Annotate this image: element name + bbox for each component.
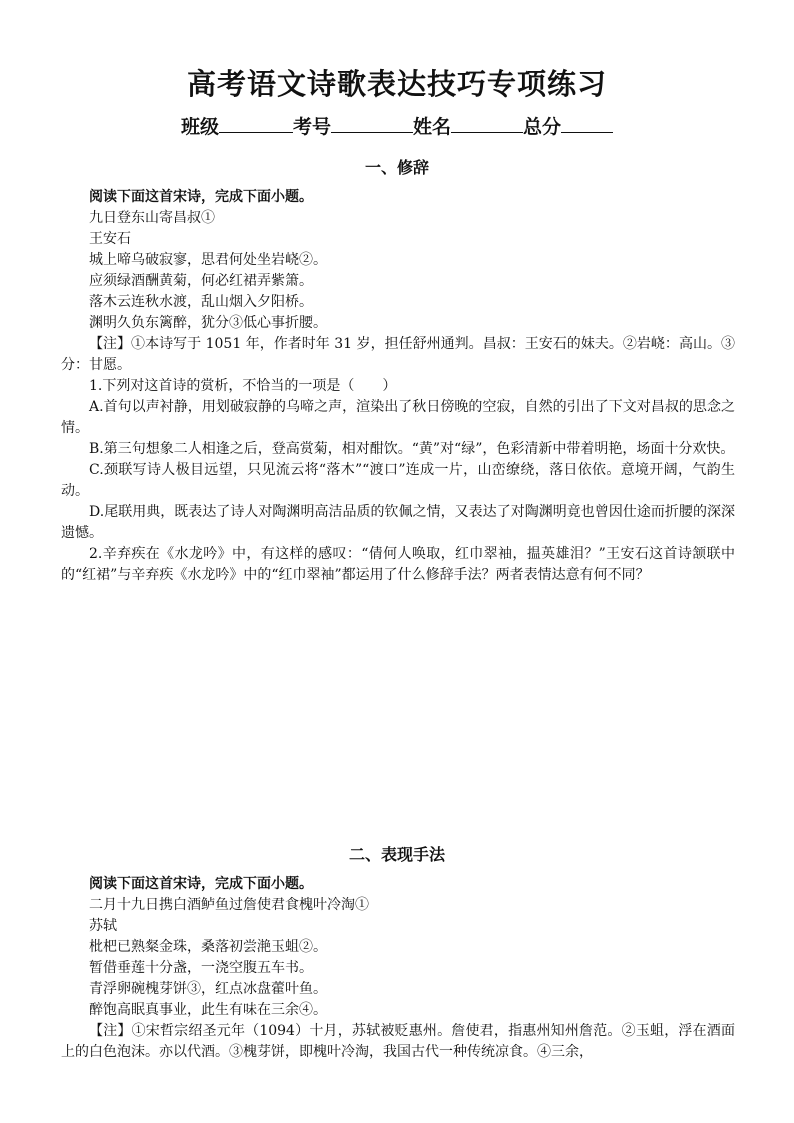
poem2-line: 枇杷已熟粲金珠，桑落初尝滟玉蛆②。 bbox=[89, 939, 327, 955]
number-blank bbox=[331, 114, 413, 133]
name-blank bbox=[451, 114, 523, 133]
poem1-line: 应须绿酒酬黄菊，何必红裙弄紫箫。 bbox=[89, 273, 313, 289]
question-2: 2.辛弃疾在《水龙吟》中，有这样的感叹：“倩何人唤取，红巾翠袖，揾英雄泪？”王安石这首诗颔联中的“红裙”与辛弃疾《水龙吟》中的“红巾翠袖”都运用了什么修辞手法？两者表情达意有何不同？ bbox=[61, 546, 735, 583]
option-d: D.尾联用典，既表达了诗人对陶渊明高洁品质的钦佩之情，又表达了对陶渊明竟也曾因仕途而折腰的深深遗憾。 bbox=[61, 504, 735, 541]
section2-content bbox=[61, 874, 735, 1063]
score-blank bbox=[561, 114, 613, 133]
section1-instruction: 阅读下面这首宋诗，完成下面小题。 bbox=[89, 189, 313, 205]
poem2-line: 暂借垂莲十分盏，一浇空腹五车书。 bbox=[89, 960, 313, 976]
poem1-author: 王安石 bbox=[89, 231, 131, 247]
option-c: C.颈联写诗人极目远望，只见流云将“落木”“渡口”连成一片，山峦缭绕，落日依依。意境开阔，气韵生动。 bbox=[61, 462, 735, 499]
poem1-title: 九日登东山寄昌叔① bbox=[89, 210, 215, 226]
poem1-line: 渊明久负东篱醉，犹分③低心事折腰。 bbox=[89, 315, 327, 331]
poem2-line: 醉饱高眠真事业，此生有味在三余④。 bbox=[89, 1002, 327, 1018]
class-blank bbox=[219, 114, 293, 133]
poem1-line: 落木云连秋水渡，乱山烟入夕阳桥。 bbox=[89, 294, 313, 310]
section1-heading: 一、修辞 bbox=[364, 158, 429, 177]
section1-content bbox=[61, 187, 735, 586]
poem2-author: 苏轼 bbox=[89, 918, 117, 934]
question-1: 1.下列对这首诗的赏析，不恰当的一项是（ ） bbox=[89, 378, 397, 394]
name-label: 姓名 bbox=[413, 116, 452, 138]
section2-instruction: 阅读下面这首宋诗，完成下面小题。 bbox=[89, 876, 313, 892]
page-title: 高考语文诗歌表达技巧专项练习 bbox=[186, 67, 607, 101]
poem1-line: 城上啼乌破寂寥，思君何处坐岩峣②。 bbox=[89, 252, 327, 268]
student-info-line bbox=[0, 112, 794, 139]
score-label: 总分 bbox=[523, 116, 562, 138]
option-a: A.首句以声衬静，用划破寂静的乌啼之声，渲染出了秋日傍晚的空寂，自然的引出了下文对昌叔的思念之情。 bbox=[61, 399, 735, 436]
poem2-line: 青浮卵碗槐芽饼③，红点冰盘藿叶鱼。 bbox=[89, 981, 327, 997]
poem1-note: 【注】①本诗写于 1051 年，作者时年 31 岁，担任舒州通判。昌叔：王安石的妹夫。②岩峣：高山。③分：甘愿。 bbox=[61, 336, 735, 373]
section2-heading: 二、表现手法 bbox=[348, 845, 445, 864]
poem2-note: 【注】①宋哲宗绍圣元年（1094）十月，苏轼被贬惠州。詹使君，指惠州知州詹范。②玉蛆，浮在酒面上的白色泡沫。亦以代酒。③槐芽饼，即槐叶冷淘，我国古代一种传统凉食。④三余， bbox=[61, 1023, 735, 1060]
option-b: B.第三句想象二人相逢之后，登高赏菊，相对酣饮。“黄”对“绿”，色彩清新中带着明艳，场面十分欢快。 bbox=[89, 441, 735, 457]
number-label: 考号 bbox=[292, 116, 331, 138]
class-label: 班级 bbox=[180, 116, 219, 138]
poem2-title: 二月十九日携白酒鲈鱼过詹使君食槐叶冷淘① bbox=[89, 897, 369, 913]
